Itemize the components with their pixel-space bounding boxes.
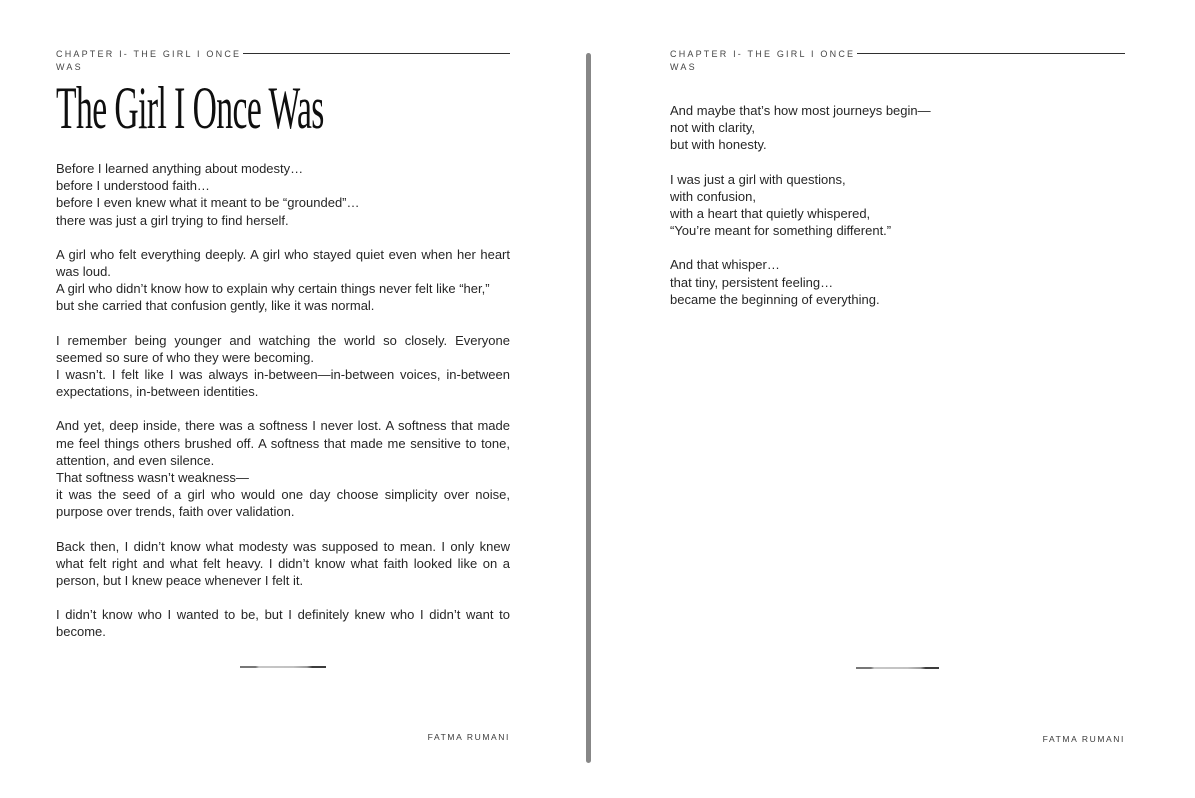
text-line: A girl who felt everything deeply. A girl who stayed quiet even when her heart was loud.: [56, 246, 510, 280]
chapter-header-line1: CHAPTER I- THE GIRL I ONCE: [56, 49, 242, 59]
paragraph: [56, 538, 510, 590]
text-line: Back then, I didn’t know what modesty was supposed to mean. I only knew what felt right and what felt heavy. I didn’t know what faith looked like on a person, but I knew peace whenever I felt it.: [56, 538, 510, 589]
text-line: with a heart that quietly whispered,: [670, 206, 871, 222]
chapter-rule-line: [243, 53, 510, 54]
text-line: And that whisper…: [670, 257, 780, 273]
paragraph: [56, 606, 510, 640]
text-line: became the beginning of everything.: [670, 291, 880, 307]
author-footer: FATMA RUMANI: [1042, 734, 1125, 744]
text-line: but she carried that confusion gently, like it was normal.: [56, 298, 375, 314]
page-right: [591, 0, 1195, 798]
text-line: Before I learned anything about modesty…: [56, 161, 304, 176]
text-line: not with clarity,: [670, 120, 756, 136]
chapter-header-text: [670, 48, 855, 74]
text-line: “You’re meant for something different.”: [670, 223, 892, 239]
chapter-rule-line: [857, 53, 1125, 54]
chapter-header-text: [56, 48, 241, 74]
section-divider-line: [856, 667, 939, 669]
body-text: [670, 102, 1125, 308]
chapter-header: [670, 48, 1125, 74]
paragraph: [670, 171, 1125, 240]
paragraph: [670, 256, 1125, 308]
chapter-header-line1: CHAPTER I- THE GIRL I ONCE: [670, 49, 856, 59]
text-line: it was the seed of a girl who would one day choose simplicity over noise, purpose over trends, faith over validation.: [56, 487, 510, 520]
text-line: I was just a girl with questions,: [670, 171, 846, 187]
author-footer: FATMA RUMANI: [427, 732, 510, 742]
text-line: And maybe that’s how most journeys begin—: [670, 103, 931, 118]
text-line: that tiny, persistent feeling…: [670, 274, 834, 290]
text-line: but with honesty.: [670, 137, 767, 153]
section-divider-line: [240, 666, 326, 668]
text-line: I didn’t know who I wanted to be, but I definitely knew who I didn’t want to become.: [56, 607, 510, 640]
paragraph: [56, 160, 510, 229]
chapter-title: The Girl I Once Was: [56, 75, 324, 141]
chapter-header-line2: WAS: [670, 62, 697, 72]
paragraph: [670, 102, 1125, 154]
text-line: there was just a girl trying to find herself.: [56, 212, 289, 228]
body-text: [56, 160, 510, 641]
title-wrap: [56, 75, 510, 141]
chapter-header: [56, 48, 510, 74]
text-line: with confusion,: [670, 188, 756, 204]
paragraph: [56, 246, 510, 315]
text-line: before I even knew what it meant to be “grounded”…: [56, 195, 360, 211]
text-line: A girl who didn’t know how to explain why certain things never felt like “her,”: [56, 281, 490, 297]
text-line: I wasn’t. I felt like I was always in-between—in-between voices, in-between expectations, in-between identities.: [56, 367, 510, 400]
text-line: That softness wasn’t weakness—: [56, 470, 249, 486]
text-line: I remember being younger and watching the world so closely. Everyone seemed so sure of who they were becoming.: [56, 332, 510, 365]
text-line: before I understood faith…: [56, 178, 210, 194]
text-line: And yet, deep inside, there was a softness I never lost. A softness that made me feel things others brushed off. A softness that made me sensitive to tone, attention, and even silence.: [56, 418, 510, 468]
paragraph: [56, 417, 510, 520]
paragraph: [56, 332, 510, 401]
chapter-header-line2: WAS: [56, 62, 83, 72]
page-left: [0, 0, 586, 798]
